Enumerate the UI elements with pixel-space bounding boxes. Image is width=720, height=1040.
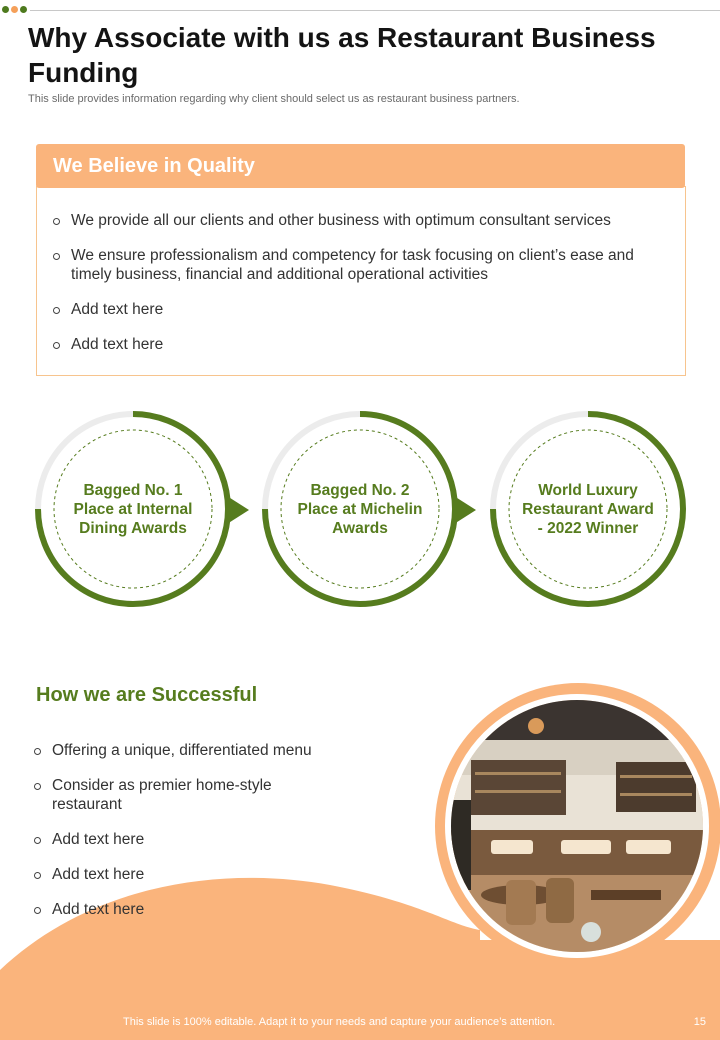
success-heading: How we are Successful	[36, 684, 258, 706]
footer-text: This slide is 100% editable. Adapt it to your needs and capture your audience’s attention.	[123, 1016, 556, 1028]
list-item: We provide all our clients and other business with optimum consultant services	[53, 211, 653, 230]
list-item: We ensure professionalism and competency for task focusing on client’s ease and timely business, financial and additional operational activities	[53, 246, 653, 284]
decorative-dots	[2, 6, 27, 13]
footer	[0, 1016, 720, 1030]
list-item: Add text here	[34, 900, 334, 919]
quality-heading: We Believe in Quality	[36, 144, 685, 188]
list-item: Add text here	[34, 830, 334, 849]
list-item: Add text here	[53, 300, 653, 319]
page-number: 15	[693, 1016, 706, 1028]
success-list	[34, 741, 334, 935]
page-title: Why Associate with us as Restaurant Business Funding	[28, 22, 656, 88]
award-badge-1	[28, 404, 238, 614]
top-divider	[30, 10, 720, 11]
list-item: Offering a unique, differentiated menu	[34, 741, 334, 760]
award-badge-2	[255, 404, 465, 614]
page-subtitle: This slide provides information regarding why client should select us as restaurant business partners.	[28, 93, 520, 105]
restaurant-interior-photo	[445, 694, 709, 958]
green-dot-icon	[2, 6, 9, 13]
award-text: World Luxury Restaurant Award - 2022 Winner	[522, 481, 654, 537]
green-dot-icon	[20, 6, 27, 13]
list-item: Add text here	[34, 865, 334, 884]
award-text: Bagged No. 1 Place at Internal Dining Awards	[73, 481, 193, 537]
list-item: Consider as premier home-style restaurant	[34, 776, 334, 814]
orange-dot-icon	[11, 6, 18, 13]
quality-list	[53, 211, 653, 370]
award-badge-3	[483, 404, 693, 614]
list-item: Add text here	[53, 335, 653, 354]
award-text: Bagged No. 2 Place at Michelin Awards	[297, 481, 423, 537]
